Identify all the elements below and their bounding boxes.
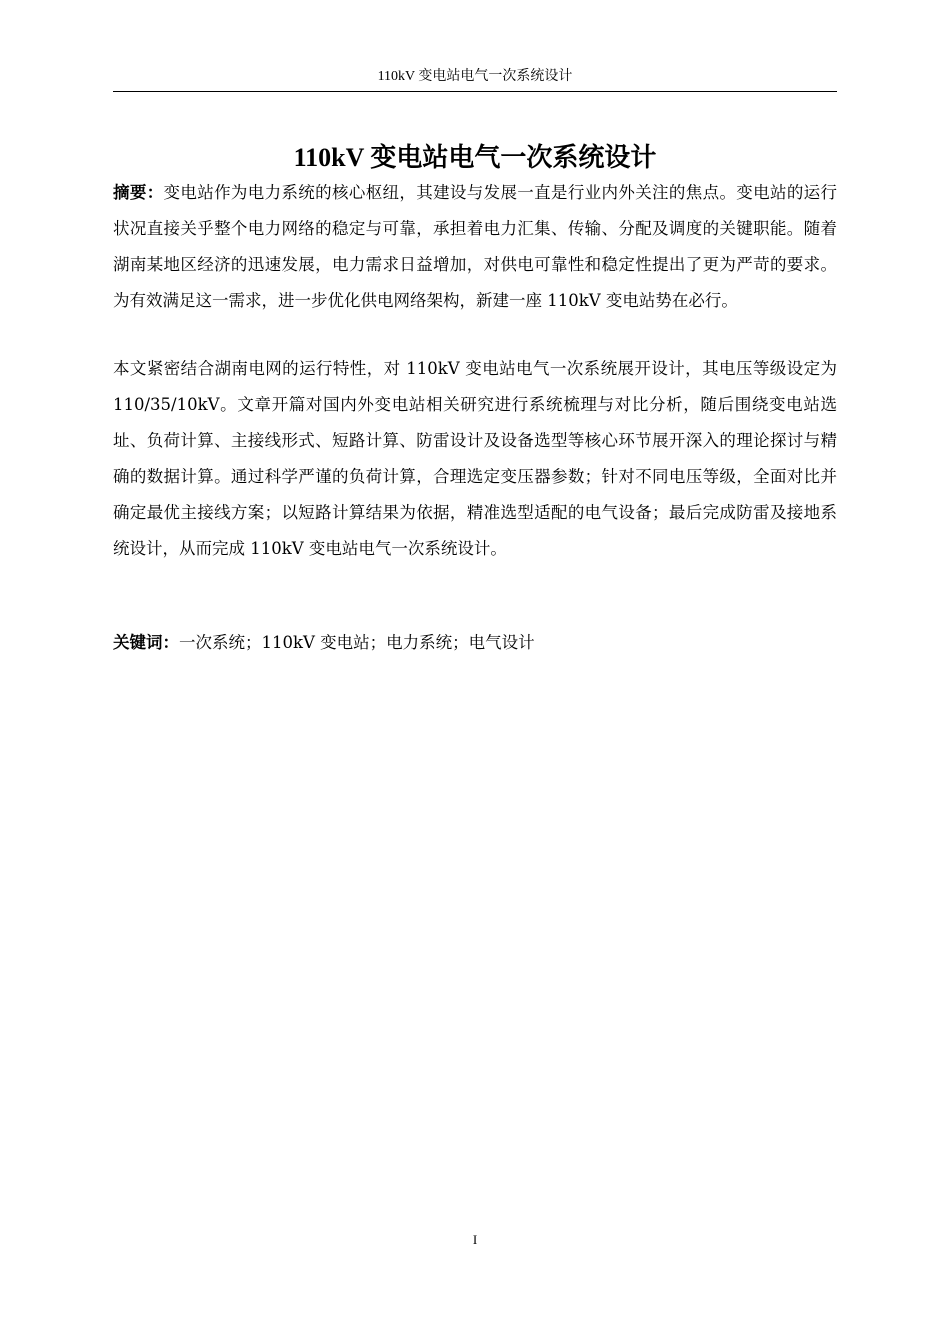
keywords-text: 一次系统；110kV 变电站；电力系统；电气设计 bbox=[179, 633, 535, 652]
abstract-paragraph-1-text: 变电站作为电力系统的核心枢纽，其建设与发展一直是行业内外关注的焦点。变电站的运行状况直接关乎整个电力网络的稳定与可靠，承担着电力汇集、传输、分配及调度的关键职能。随着湖南某地区经济的迅速发展，电力需求日益增加，对供电可靠性和稳定性提出了更为严苛的要求。为有效满足这一需求，进一步优化供电网络架构，新建一座 110kV 变电站势在必行。 bbox=[113, 183, 838, 310]
keywords-line bbox=[113, 625, 837, 661]
keywords-label: 关键词： bbox=[113, 633, 179, 652]
running-header: 110kV 变电站电气一次系统设计 bbox=[377, 69, 573, 84]
header-divider bbox=[113, 91, 837, 92]
abstract-paragraph-2: 本文紧密结合湖南电网的运行特性，对 110kV 变电站电气一次系统展开设计，其电压等级设定为 110/35/10kV。文章开篇对国内外变电站相关研究进行系统梳理与对比分析，随后围绕变电站选址、负荷计算、主接线形式、短路计算、防雷设计及设备选型等核心环节展开深入的理论探讨与精确的数据计算。通过科学严谨的负荷计算，合理选定变压器参数；针对不同电压等级，全面对比并确定最优主接线方案；以短路计算结果为依据，精准选型适配的电气设备；最后完成防雷及接地系统设计，从而完成 110kV 变电站电气一次系统设计。 bbox=[113, 359, 837, 558]
page-number: I bbox=[472, 1232, 478, 1247]
abstract-label: 摘要： bbox=[113, 183, 164, 202]
document-title: 110kV 变电站电气一次系统设计 bbox=[293, 143, 657, 172]
abstract-paragraph-1 bbox=[113, 175, 837, 319]
